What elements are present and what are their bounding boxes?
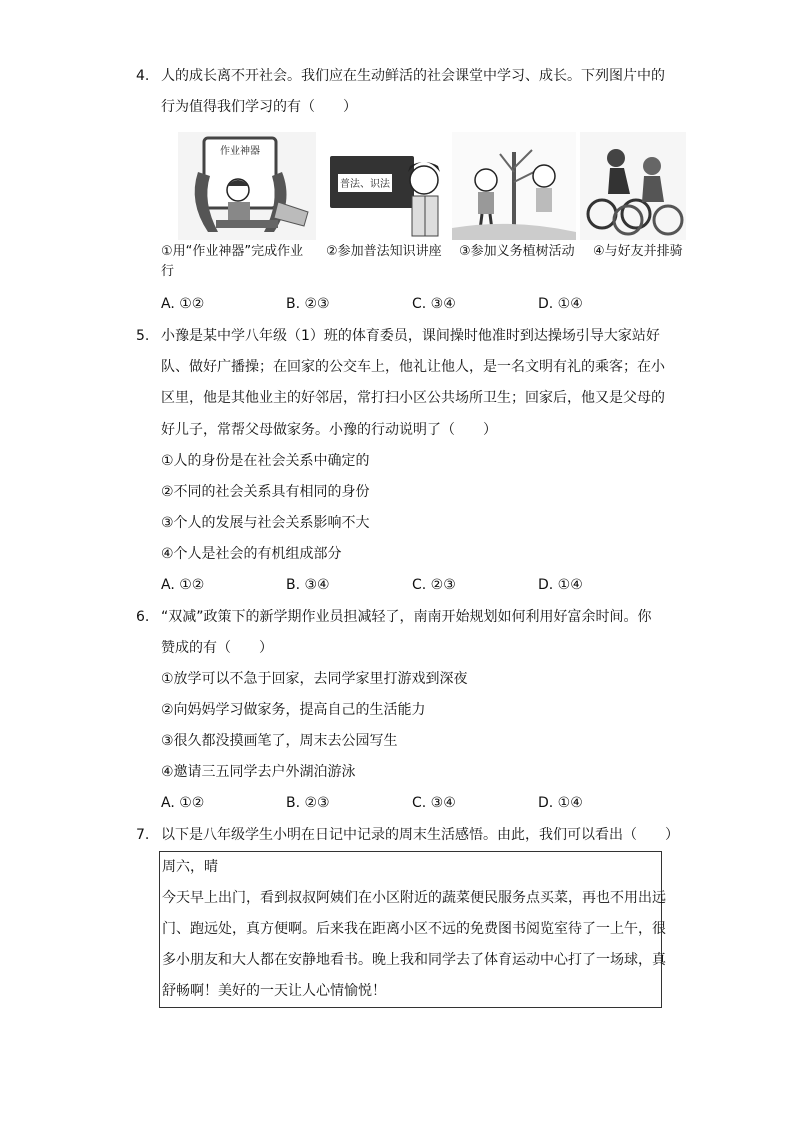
diary-line: 今天早上出门，看到叔叔阿姨们在小区附近的蔬菜便民服务点买菜，再也不用出远 xyxy=(162,890,666,906)
image-caption: ①用“作业神器”完成作业 xyxy=(161,244,304,259)
option-d[interactable]: D. ①④ xyxy=(538,795,583,811)
option-a[interactable]: A. ①② xyxy=(161,577,205,593)
statement-item: ④个人是社会的有机组成部分 xyxy=(161,546,342,562)
image-caption-wrap: 行 xyxy=(161,264,175,279)
illustration-homework-app xyxy=(178,132,316,240)
diary-box xyxy=(159,851,666,1008)
option-c[interactable]: C. ③④ xyxy=(412,795,456,811)
question-stem-line: “双减”政策下的新学期作业员担减轻了，南南开始规划如何利用好富余时间。你 xyxy=(161,609,652,625)
question-number: 6. xyxy=(136,609,150,625)
option-b[interactable]: B. ②③ xyxy=(286,296,330,312)
statement-item: ②向妈妈学习做家务，提高自己的生活能力 xyxy=(161,702,426,718)
image-caption: ④与好友并排骑 xyxy=(593,244,683,259)
illustration-tree-planting xyxy=(452,132,576,240)
statement-item: ①放学可以不急于回家，去同学家里打游戏到深夜 xyxy=(161,671,468,687)
image-caption: ③参加义务植树活动 xyxy=(459,244,575,259)
option-d[interactable]: D. ①④ xyxy=(538,296,583,312)
diary-line: 多小朋友和大人都在安静地看书。晚上我和同学去了体育运动中心打了一场球，真 xyxy=(162,952,666,968)
diary-line: 周六，晴 xyxy=(162,859,218,875)
question-stem-line: 人的成长离不开社会。我们应在生动鲜活的社会课堂中学习、成长。下列图片中的 xyxy=(161,68,665,84)
question-stem-line: 队、做好广播操；在回家的公交车上，他礼让他人，是一名文明有礼的乘客；在小 xyxy=(161,359,665,375)
sign-text: 作业神器 xyxy=(220,146,260,157)
option-a[interactable]: A. ①② xyxy=(161,795,205,811)
option-a[interactable]: A. ①② xyxy=(161,296,205,312)
illustration-law-lecture xyxy=(326,132,446,240)
question-stem-line: 以下是八年级学生小明在日记中记录的周末生活感悟。由此，我们可以看出（ ） xyxy=(161,827,679,843)
question-stem-line: 赞成的有（ ） xyxy=(161,640,273,656)
statement-item: ③个人的发展与社会关系影响不大 xyxy=(161,515,370,531)
option-b[interactable]: B. ③④ xyxy=(286,577,330,593)
option-b[interactable]: B. ②③ xyxy=(286,795,330,811)
question-stem-line: 区里，他是其他业主的好邻居，常打扫小区公共场所卫生；回家后，他又是父母的 xyxy=(161,390,665,406)
statement-item: ④邀请三五同学去户外湖泊游泳 xyxy=(161,764,356,780)
option-c[interactable]: C. ③④ xyxy=(412,296,456,312)
option-d[interactable]: D. ①④ xyxy=(538,577,583,593)
option-c[interactable]: C. ②③ xyxy=(412,577,456,593)
question-stem-line: 行为值得我们学习的有（ ） xyxy=(161,99,357,115)
question-stem-line: 好儿子，常帮父母做家务。小豫的行动说明了（ ） xyxy=(161,422,497,438)
question-number: 4. xyxy=(136,68,150,84)
illustration-cycling xyxy=(580,132,686,240)
question-stem-line: 小豫是某中学八年级（1）班的体育委员，课间操时他准时到达操场引导大家站好 xyxy=(161,328,660,344)
sign-text: 普法、识法 xyxy=(340,179,390,190)
diary-line: 门、跑远处，真方便啊。后来我在距离小区不远的免费图书阅览室待了一上午，很 xyxy=(162,921,666,937)
statement-item: ①人的身份是在社会关系中确定的 xyxy=(161,453,370,469)
image-caption: ②参加普法知识讲座 xyxy=(326,244,442,259)
diary-line: 舒畅啊！美好的一天让人心情愉悦！ xyxy=(162,983,386,999)
statement-item: ③很久都没摸画笔了，周末去公园写生 xyxy=(161,733,398,749)
question-number: 7. xyxy=(136,827,150,843)
statement-item: ②不同的社会关系具有相同的身份 xyxy=(161,484,370,500)
question-number: 5. xyxy=(136,328,150,344)
